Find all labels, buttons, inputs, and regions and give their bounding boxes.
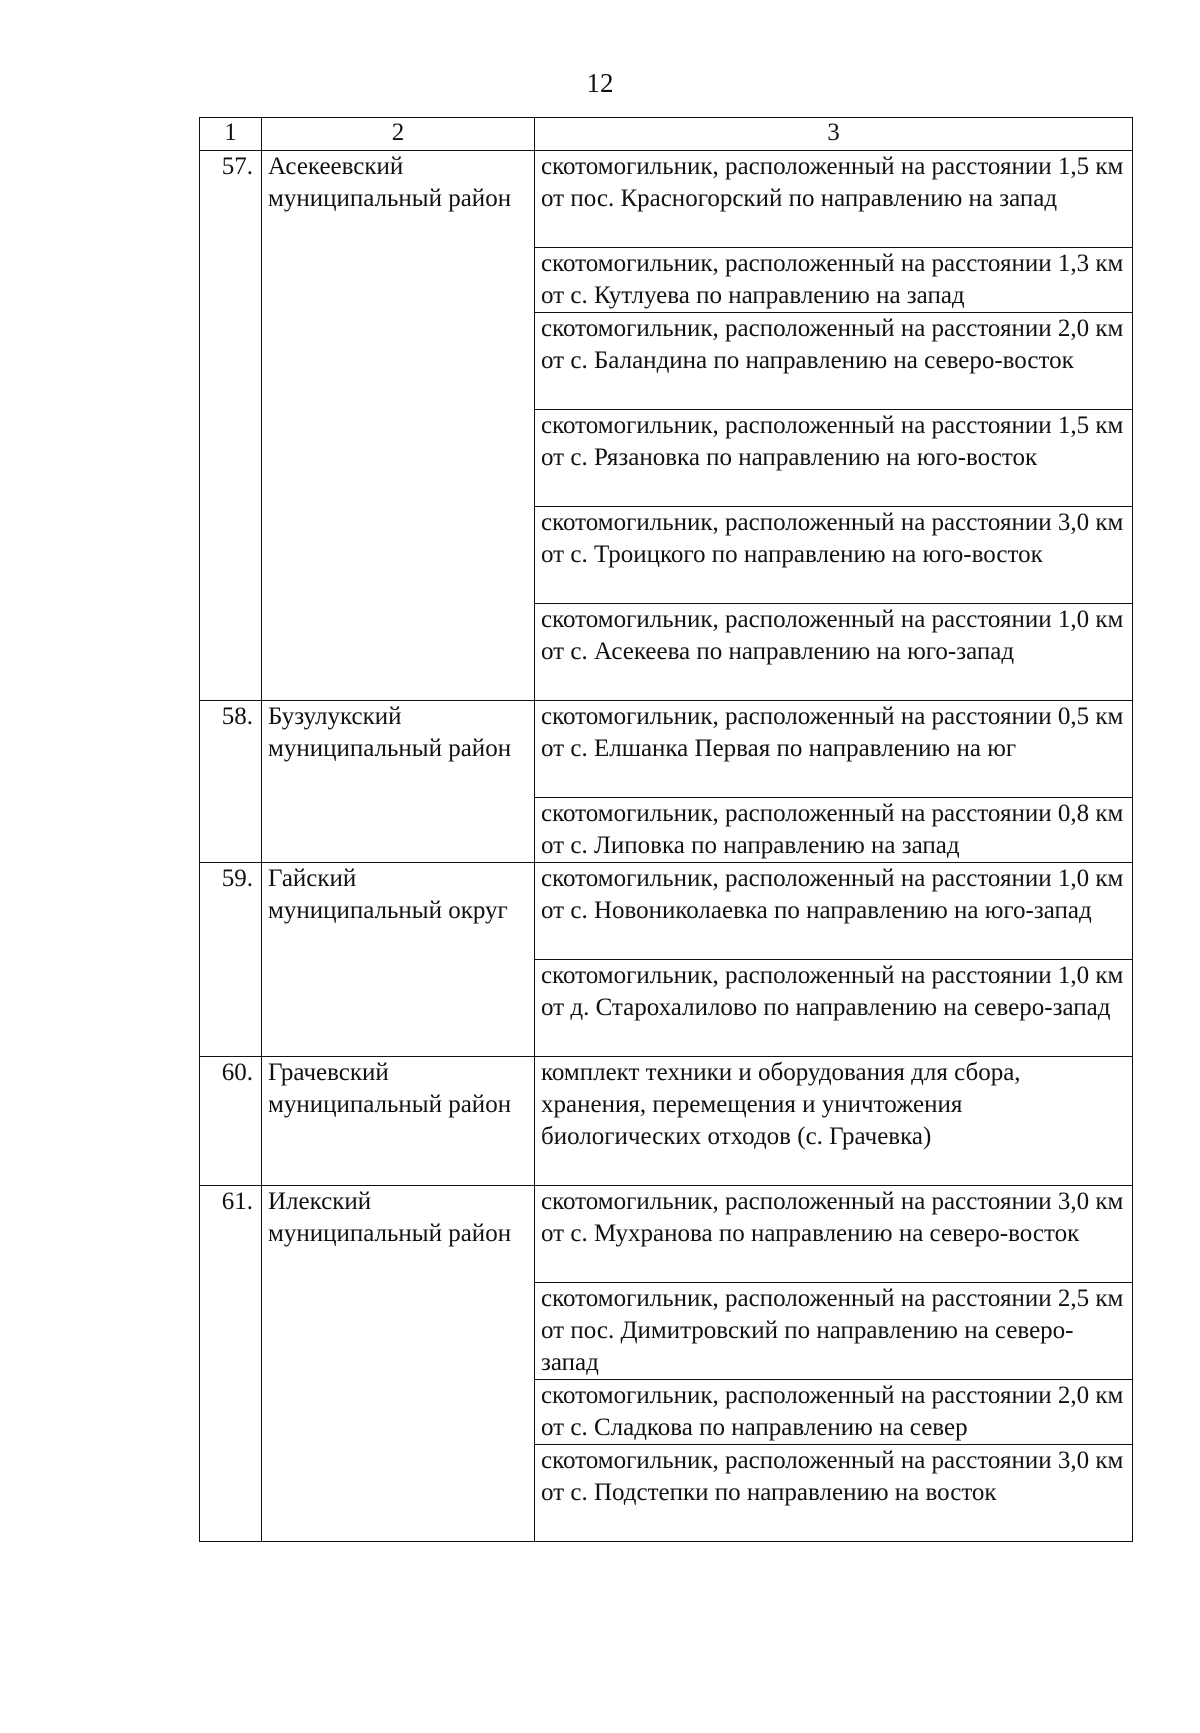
column-header-number: 1 [200,118,262,151]
object-description: скотомогильник, расположенный на расстоянии 1,5 км от пос. Красногорский по направлению на запад [535,151,1133,248]
district-name: Асекеевский муниципальный район [262,151,535,701]
column-header-object: 3 [535,118,1133,151]
table-header-row [200,118,1133,151]
object-description: скотомогильник, расположенный на расстоянии 1,0 км от с. Новониколаевка по направлению на юго-запад [535,863,1133,960]
row-number: 59. [200,863,262,1057]
object-description: скотомогильник, расположенный на расстоянии 1,0 км от д. Старохалилово по направлению на северо-запад [535,960,1133,1057]
object-description: скотомогильник, расположенный на расстоянии 1,3 км от с. Кутлуева по направлению на запад [535,248,1133,313]
object-description: скотомогильник, расположенный на расстоянии 0,8 км от с. Липовка по направлению на запад [535,798,1133,863]
row-number: 60. [200,1057,262,1186]
row-number: 58. [200,701,262,863]
page-number: 12 [586,68,614,98]
object-description: скотомогильник, расположенный на расстоянии 2,0 км от с. Сладкова по направлению на север [535,1380,1133,1445]
object-description: скотомогильник, расположенный на расстоянии 3,0 км от с. Троицкого по направлению на юго-восток [535,507,1133,604]
row-number: 61. [200,1186,262,1542]
object-description: комплект техники и оборудования для сбора, хранения, перемещения и уничтожения биологических отходов (с. Грачевка) [535,1057,1133,1186]
object-description: скотомогильник, расположенный на расстоянии 2,0 км от с. Баландина по направлению на северо-восток [535,313,1133,410]
object-description: скотомогильник, расположенный на расстоянии 2,5 км от пос. Димитровский по направлению на северо-запад [535,1283,1133,1380]
table-row [200,1057,1133,1186]
object-description: скотомогильник, расположенный на расстоянии 1,5 км от с. Рязановка по направлению на юго-восток [535,410,1133,507]
object-description: скотомогильник, расположенный на расстоянии 3,0 км от с. Мухранова по направлению на северо-восток [535,1186,1133,1283]
table-row [200,863,1133,960]
locations-table [199,117,1133,1542]
district-name: Грачевский муниципальный район [262,1057,535,1186]
object-description: скотомогильник, расположенный на расстоянии 0,5 км от с. Елшанка Первая по направлению на юг [535,701,1133,798]
column-header-district: 2 [262,118,535,151]
district-name: Бузулукский муниципальный район [262,701,535,863]
row-number: 57. [200,151,262,701]
table-row [200,701,1133,798]
district-name: Илекский муниципальный район [262,1186,535,1542]
object-description: скотомогильник, расположенный на расстоянии 3,0 км от с. Подстепки по направлению на восток [535,1445,1133,1542]
district-name: Гайский муниципальный округ [262,863,535,1057]
table-row [200,151,1133,248]
table-row [200,1186,1133,1283]
object-description: скотомогильник, расположенный на расстоянии 1,0 км от с. Асекеева по направлению на юго-запад [535,604,1133,701]
